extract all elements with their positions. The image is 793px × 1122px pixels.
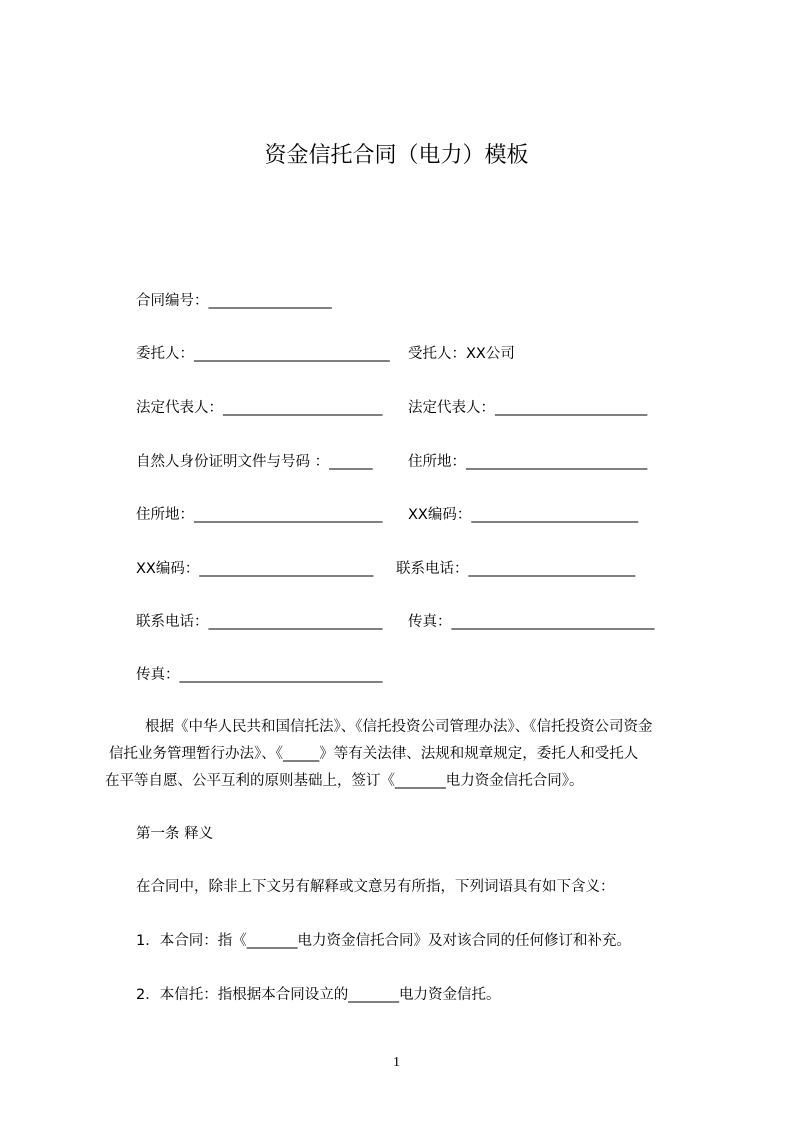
preamble-line-1: 根据《中华人民共和国信托法》、《信托投资公司管理办法》、《信托投资公司资金: [145, 719, 653, 735]
trustor-field: 委托人：___________________________: [136, 346, 390, 362]
trustee-address-field: 住所地：_________________________: [408, 454, 648, 470]
trustee-legal-rep-field: 法定代表人：_____________________: [408, 400, 648, 416]
definition-item-2: 2．本信托：指根据本合同设立的_______电力资金信托。: [136, 987, 501, 1003]
trustee-postcode-field: XX编码：_______________________: [408, 507, 639, 523]
trustee-field: 受托人：XX公司: [408, 346, 515, 362]
trustee-phone-field: 联系电话：_______________________: [396, 561, 636, 577]
trustee-fax-field: 传真：____________________________: [408, 614, 655, 630]
definition-item-1: 1．本合同：指《_______电力资金信托合同》及对该合同的任何修订和补充。: [136, 933, 631, 949]
preamble-line-3: 在平等自愿、公平互利的原则基础上，签订《_______电力资金信托合同》。: [105, 773, 584, 789]
trustor-address-field: 住所地：__________________________: [136, 507, 383, 523]
trustor-fax-field: 传真：____________________________: [136, 667, 383, 683]
preamble-line-2: 信托业务管理暂行办法》、《_____》等有关法律、法规和规章规定，委托人和受托人: [109, 746, 639, 762]
article-1-heading: 第一条 释义: [136, 826, 214, 842]
trustor-phone-field: 联系电话：________________________: [136, 614, 383, 630]
id-document-field: 自然人身份证明文件与号码 ：______: [136, 454, 373, 470]
trustor-legal-rep-field: 法定代表人：______________________: [136, 400, 383, 416]
article-1-intro: 在合同中，除非上下文另有解释或文意另有所指，下列词语具有如下含义：: [136, 879, 615, 895]
document-title: 资金信托合同（电力）模板: [264, 143, 529, 168]
page-number: 1: [393, 1055, 400, 1070]
trustor-postcode-field: XX编码：________________________: [136, 561, 374, 577]
contract-number-field: 合同编号：_________________: [136, 293, 332, 309]
